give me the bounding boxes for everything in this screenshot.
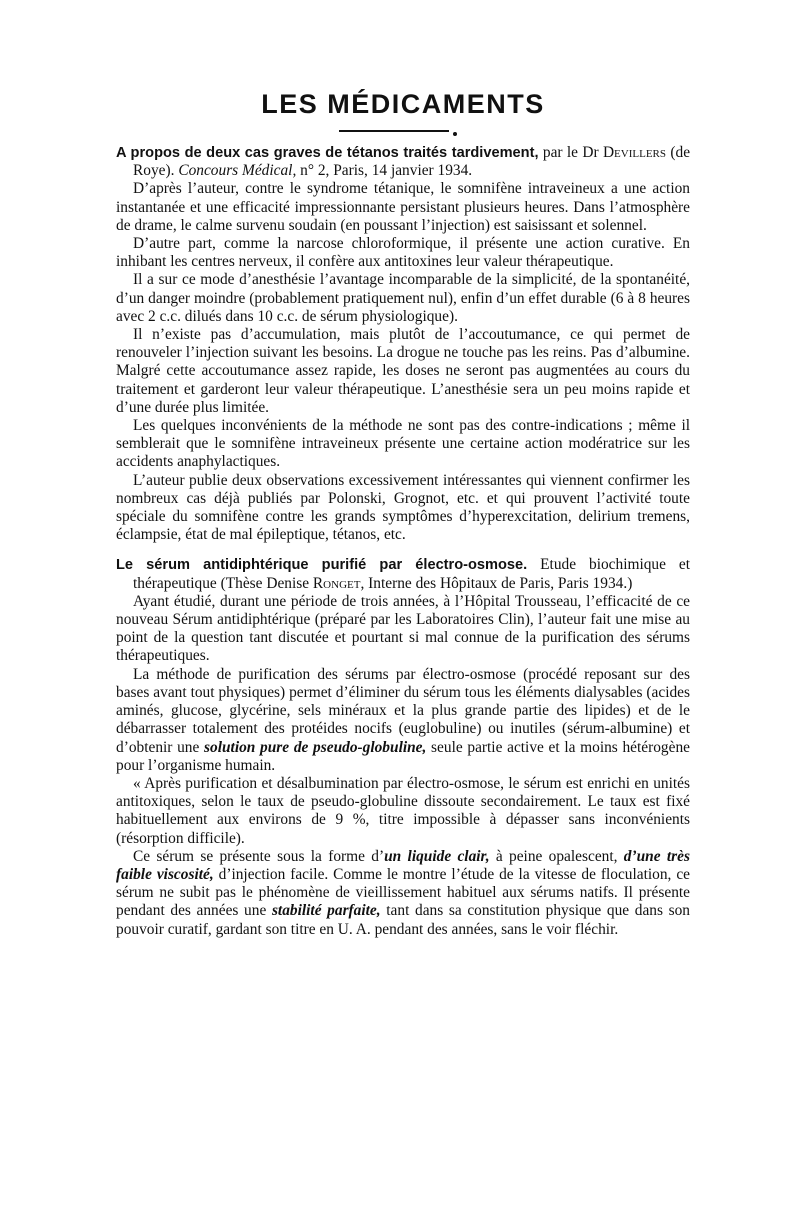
article-1-journal: Concours Médical, [178,162,297,180]
article-2-citation [116,556,690,592]
page-title: LES MÉDICAMENTS [261,89,545,119]
article-1-paragraph: D’autre part, comme la narcose chloroformique, il présente une action curative. En inhibant les centres nerveux, il confère aux antitoxines leur valeur thérapeutique. [116,235,690,271]
article-1-paragraph: D’après l’auteur, contre le syndrome tétanique, le somnifène intraveineux a une action instantanée et une efficacité impressionnante persistant plusieurs heures. Dans l’atmosphère de drame, le calme survenu soudain (en poussant l’injection) est saisissant et solennel. [116,180,690,234]
title-rule [116,120,690,144]
text-run: tant dans sa constitution physique que dans son pouvoir curatif, gardant son titre en U. A. pendant des années, sans le voir fléchir. [116,902,690,938]
title-underline [339,130,449,132]
article-1-paragraph: Il n’existe pas d’accumulation, mais plutôt de l’accoutumance, ce qui permet de renouveler l’injection suivant les besoins. La drogue ne touche pas les reins. Pas d’albumine. Malgré cette accoutumance assez rapide, les doses ne seront pas augmentées au cours du traitement et garderont leur valeur thérapeutique. L’anesthésie sera un peu moins rapide et d’une durée plus limitée. [116,326,690,416]
text-run: Ce sérum se présente sous la forme d’ [133,847,385,865]
article-1-paragraph: L’auteur publie deux observations excessivement intéressantes qui viennent confirmer les nombreux cas déjà publiés par Polonski, Grognot, etc. et qui prouvent l’activité toute spéciale du somnifène contre les grands symptômes d’hyperexcitation, delirium tremens, éclampsie, état de mal épileptique, tétanos, etc. [116,471,690,544]
article-2-intro: Etude biochimique et thérapeutique (Thèse Denise [133,556,690,592]
document-page [116,88,690,939]
emphasis: stabilité parfaite, [271,902,381,920]
text-run: seule partie active et la moins hétérogène pour l’organisme humain. [116,738,690,774]
article-1-paragraph: Il a sur ce mode d’anesthésie l’avantage incomparable de la simplicité, de la spontanéité, d’un danger moindre (probablement pratiquement nul), enfin d’un effet durable (6 à 8 heures avec 2 c.c. dilués dans 10 c.c. de sérum physiologique). [116,271,690,325]
emphasis: d’une très faible viscosité, [116,847,690,883]
article-2-author: Ronget [312,574,361,592]
article-2-heading: Le sérum antidiphtérique purifié par électro-osmose. [116,557,528,574]
article-1-citation [116,144,690,180]
author-title: Dr [582,144,599,161]
article-gap [116,544,690,556]
emphasis: solution pure de pseudo-globuline, [204,738,427,756]
article-1-by: par le [538,144,583,161]
article-2-intro-end: , Interne des Hôpitaux de Paris, Paris 1934.) [360,574,633,592]
article-2-paragraph [116,848,690,939]
title-dot [453,132,457,136]
article-1-paragraph: Les quelques inconvénients de la méthode ne sont pas des contre-indications ; même il semblerait que le somnifène intraveineux présente une certaine action modératrice sur les accidents anaphylactiques. [116,417,690,471]
article-1-ref: n° 2, Paris, 14 janvier 1934. [296,162,473,180]
article-1-heading: A propos de deux cas graves de tétanos traités tardivement, [116,145,539,161]
emphasis: un liquide clair, [384,847,490,865]
text-run: La méthode de purification des sérums par électro-osmose (procédé reposant sur des bases avant tout physiques) permet d’éliminer du sérum tous les éléments dialysables (acides aminés, glucose, glycérine, sels minéraux et la plus grande partie des lipides) et de le débarrasser totalement des protéides nocifs (euglobuline) ou inutiles (sérum-albumine) et d’obtenir une [116,665,690,756]
text-run: d’injection facile. Comme le montre l’étude de la vitesse de floculation, ce sérum ne subit pas le phénomène de vieillissement habituel aux sérums natifs. Il présente pendant des années une [116,865,690,920]
text-run: à peine opalescent, [489,847,624,865]
article-2-paragraph: Ayant étudié, durant une période de trois années, à l’Hôpital Trousseau, l’efficacité de ce nouveau Sérum antidiphtérique (préparé par les Laboratoires Clin), l’auteur fait une mise au point de la question tant discutée et pourtant si mal connue de la purification des sérums thérapeutiques. [116,592,690,665]
article-1-place: (de Roye). [133,144,691,180]
article-2-paragraph: « Après purification et désalbumination par électro-osmose, le sérum est enrichi en unités antitoxiques, selon le taux de pseudo-globuline dissoute secondairement. Le taux est fixé habituellement aux environs de 9 %, titre impossible à dépasser sans inconvénients (résorption difficile). [116,774,690,847]
article-2-paragraph [116,666,690,775]
article-1-author: Devillers [598,144,667,161]
